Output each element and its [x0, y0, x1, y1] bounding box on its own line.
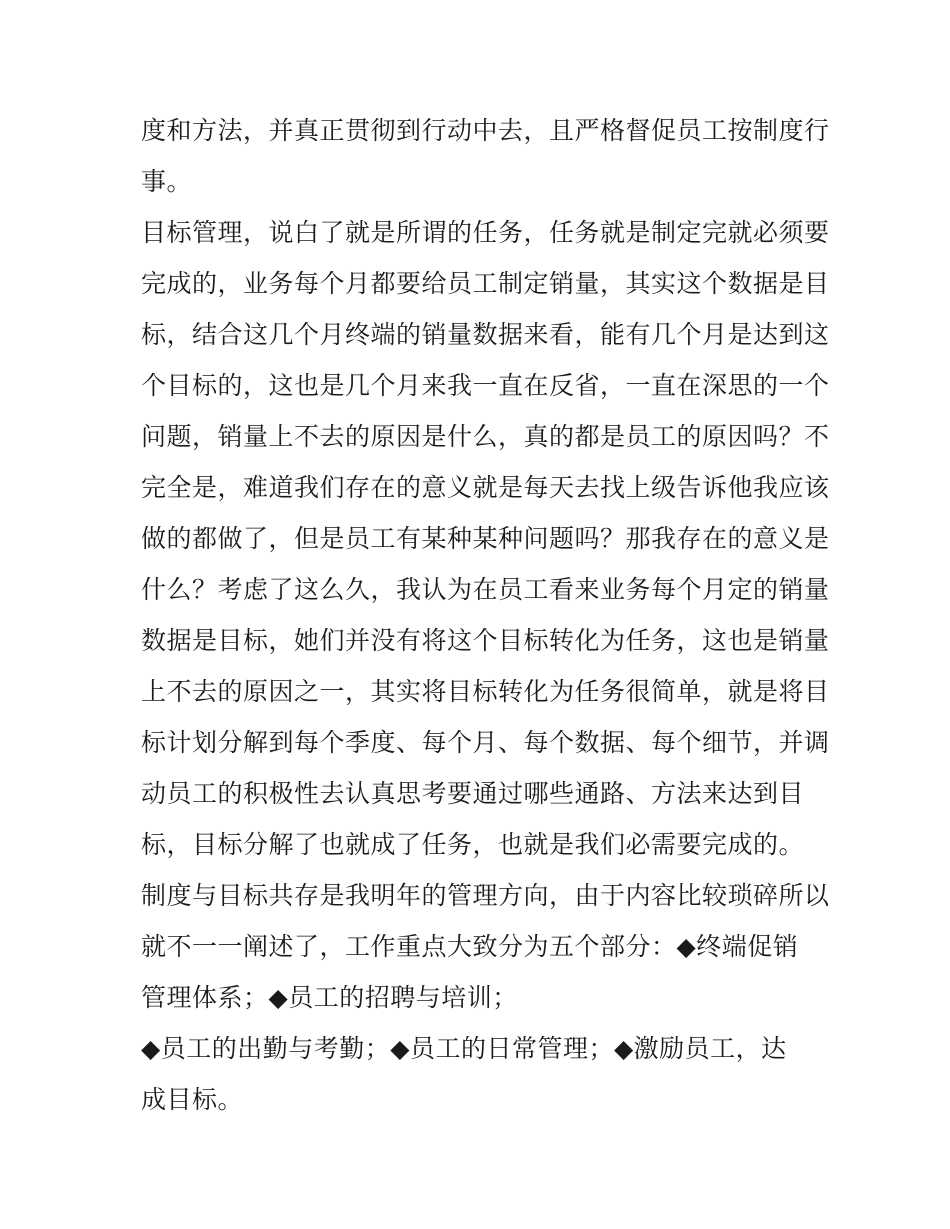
text-line: ◆员工的出勤与考勤；◆员工的日常管理；◆激励员工，达 — [141, 1034, 787, 1063]
text-line: 上不去的原因之一，其实将目标转化为任务很简单，就是将目 — [141, 677, 830, 706]
text-line: 什么？考虑了这么久，我认为在员工看来业务每个月定的销量 — [141, 575, 830, 604]
text-line: 就不一一阐述了，工作重点大致分为五个部分：◆终端促销 — [141, 932, 799, 961]
text-line: 管理体系；◆员工的招聘与培训； — [141, 983, 518, 1012]
text-line: 问题，销量上不去的原因是什么，真的都是员工的原因吗？不 — [141, 422, 830, 451]
text-line: 事。 — [141, 167, 193, 196]
text-line: 完全是，难道我们存在的意义就是每天去找上级告诉他我应该 — [141, 473, 830, 502]
text-line: 制度与目标共存是我明年的管理方向，由于内容比较琐碎所以 — [141, 881, 830, 910]
text-line: 标，结合这几个月终端的销量数据来看，能有几个月是达到这 — [141, 320, 830, 349]
text-line: 标计划分解到每个季度、每个月、每个数据、每个细节，并调 — [141, 728, 830, 757]
text-line: 个目标的，这也是几个月来我一直在反省，一直在深思的一个 — [141, 371, 830, 400]
text-line: 做的都做了，但是员工有某种某种问题吗？那我存在的意义是 — [141, 524, 830, 553]
text-line: 成目标。 — [141, 1085, 244, 1114]
text-line: 动员工的积极性去认真思考要通过哪些通路、方法来达到目 — [141, 779, 805, 808]
document-body — [141, 105, 830, 1125]
text-line: 度和方法，并真正贯彻到行动中去，且严格督促员工按制度行 — [141, 116, 830, 145]
text-line: 完成的，业务每个月都要给员工制定销量，其实这个数据是目 — [141, 269, 830, 298]
text-line: 标，目标分解了也就成了任务，也就是我们必需要完成的。 — [141, 830, 805, 859]
text-line: 数据是目标，她们并没有将这个目标转化为任务，这也是销量 — [141, 626, 830, 655]
text-line: 目标管理，说白了就是所谓的任务，任务就是制定完就必须要 — [141, 218, 830, 247]
